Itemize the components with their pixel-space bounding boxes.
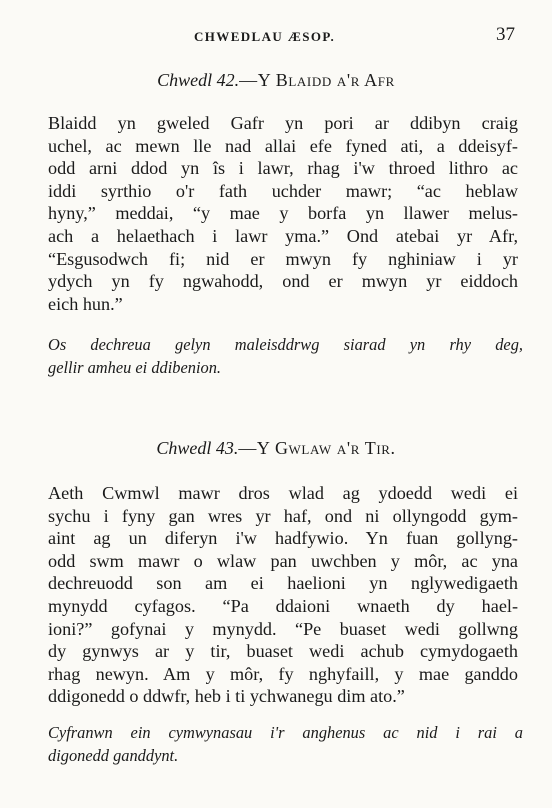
- moral-line: Cyfranwn ein cymwynasau i'r anghenus ac nid i rai a: [48, 723, 523, 742]
- moral-line: Os dechreua gelyn maleisddrwg siarad yn rhy deg,: [48, 335, 523, 354]
- text-line: “Esgusodwch fi; nid er mwyn fy nghiniaw i yr: [48, 248, 518, 269]
- text-line: dechreuodd son am ei haelioni yn nglywedigaeth: [48, 573, 518, 594]
- text-line: ydych yn fy ngwahodd, ond er mwyn yr eiddoch: [48, 271, 518, 292]
- text-line: uchel, ac mewn lle nad allai efe fyned ati, a ddeisyf-: [48, 135, 518, 156]
- text-line: iddi syrthio o'r fath uchder mawr; “ac heblaw: [48, 180, 518, 201]
- fable-title-42: [0, 70, 552, 91]
- text-line: Aeth Cwmwl mawr dros wlad ag ydoedd wedi ei: [48, 483, 518, 503]
- moral-line: gellir amheu ei ddibenion.: [48, 357, 221, 377]
- text-line: ioni?” gofynai y mynydd. “Pe buaset wedi gollwng: [48, 618, 518, 639]
- fable-name: —Y Blaidd a'r Afr: [239, 70, 395, 90]
- fable-title-43: [0, 438, 552, 459]
- moral-line: digonedd ganddynt.: [48, 745, 179, 765]
- text-line: dy gynwys ar y tir, buaset wedi achub cymydogaeth: [48, 641, 518, 662]
- text-line: sychu i fyny gan wres yr haf, ond ni ollyngodd gym-: [48, 505, 518, 526]
- page-number: 37: [496, 24, 515, 45]
- running-title: CHWEDLAU ÆSOP.: [194, 29, 336, 44]
- text-line: mynydd cyfagos. “Pa ddaioni wnaeth dy hael-: [48, 595, 518, 616]
- fable-name: —Y Gwlaw a'r Tir.: [238, 438, 396, 458]
- text-line: Blaidd yn gweled Gafr yn pori ar ddibyn craig: [48, 113, 518, 133]
- fable-number: Chwedl 42.: [157, 70, 240, 90]
- text-line: odd swm mawr o wlaw pan uwchben y môr, ac yna: [48, 550, 518, 571]
- fable-number: Chwedl 43.: [156, 438, 239, 458]
- text-line: rhag newyn. Am y môr, fy nghyfaill, y mae ganddo: [48, 663, 518, 684]
- fable-body-42: [48, 112, 518, 315]
- text-line: ddigonedd o ddwfr, heb i ti ychwanegu dim ato.”: [48, 686, 405, 707]
- text-line: odd arni ddod yn îs i lawr, rhag i'w throed lithro ac: [48, 158, 518, 179]
- fable-moral-42: [48, 334, 523, 379]
- text-line: eich hun.”: [48, 293, 123, 314]
- fable-body-43: [48, 482, 518, 708]
- page-header: [0, 24, 552, 48]
- text-line: ach a helaethach i lawr yma.” Ond atebai yr Afr,: [48, 225, 518, 246]
- text-line: hyny,” meddai, “y mae y borfa yn llawer melus-: [48, 203, 518, 224]
- fable-moral-43: [48, 722, 523, 767]
- text-line: aint ag un diferyn i'w hadfywio. Yn fuan gollyng-: [48, 528, 518, 549]
